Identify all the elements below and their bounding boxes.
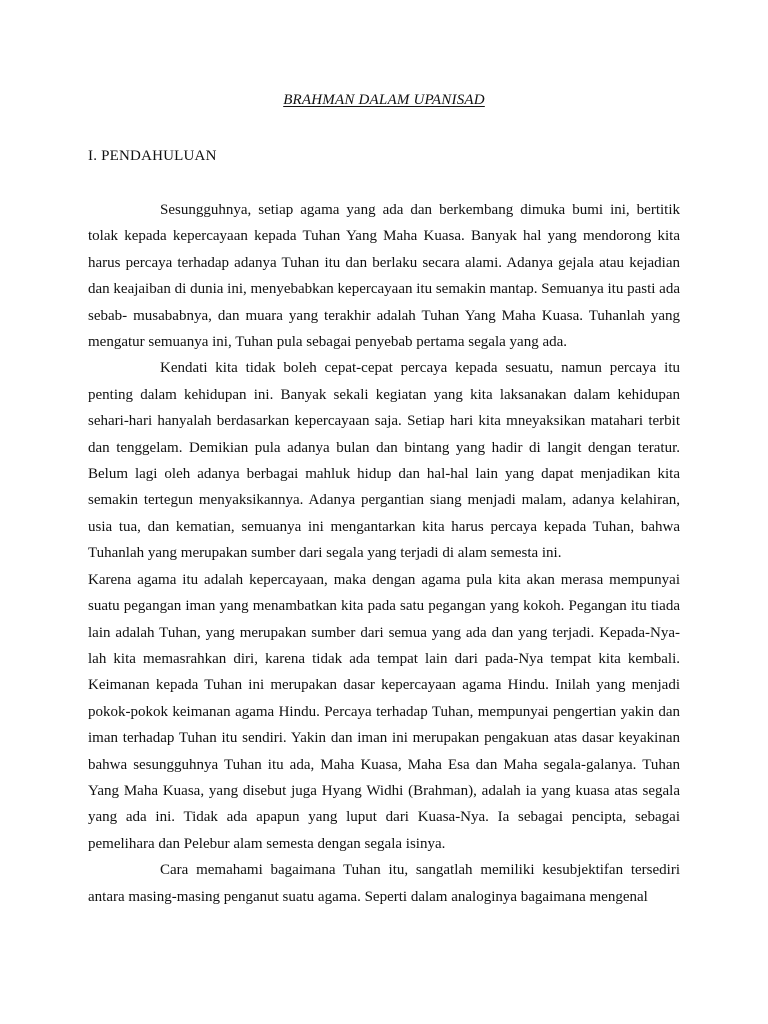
document-title: BRAHMAN DALAM UPANISAD bbox=[283, 92, 485, 108]
paragraph-2: Kendati kita tidak boleh cepat-cepat percaya kepada sesuatu, namun percaya itu penting dalam kehidupan ini. Banyak sekali kegiatan yang kita laksanakan dalam kehidupan sehari-hari hanyalah berdasarkan kepercayaan saja. Setiap hari kita mneyaksikan matahari terbit dan tenggelam. Demikian pula adanya bulan dan bintang yang hadir di langit dengan teratur. Belum lagi oleh adanya berbagai mahluk hidup dan hal-hal lain yang dapat menjadikan kita semakin tertegun menyaksikannya. Adanya pergantian siang menjadi malam, adanya kelahiran, usia tua, dan kematian, semuanya ini mengantarkan kita harus percaya kepada Tuhan, bahwa Tuhanlah yang merupakan sumber dari segala yang terjadi di alam semesta ini. bbox=[88, 360, 680, 562]
section-heading: I. PENDAHULUAN bbox=[88, 148, 217, 164]
paragraph-1: Sesungguhnya, setiap agama yang ada dan berkembang dimuka bumi ini, bertitik tolak kepada kepercayaan kepada Tuhan Yang Maha Kuasa. Banyak hal yang mendorong kita harus percaya terhadap adanya Tuhan itu dan berlaku secara alami. Adanya gejala atau kejadian dan keajaiban di dunia ini, menyebabkan kepercayaan itu semakin mantap. Semuanya itu pasti ada sebab- musababnya, dan muara yang terakhir adalah Tuhan Yang Maha Kuasa. Tuhanlah yang mengatur semuanya ini, Tuhan pula sebagai penyebab pertama segala yang ada. bbox=[88, 202, 680, 351]
body-text bbox=[88, 197, 680, 910]
paragraph-3: Karena agama itu adalah kepercayaan, maka dengan agama pula kita akan merasa mempunyai suatu pegangan iman yang menambatkan kita pada satu pegangan yang kokoh. Pegangan itu tiada lain adalah Tuhan, yang merupakan sumber dari semua yang ada dan yang terjadi. Kepada-Nya-lah kita memasrahkan diri, karena tidak ada tempat lain dari pada-Nya tempat kita kembali. Keimanan kepada Tuhan ini merupakan dasar kepercayaan agama Hindu. Inilah yang menjadi pokok-pokok keimanan agama Hindu. Percaya terhadap Tuhan, mempunyai pengertian yakin dan iman terhadap Tuhan itu sendiri. Yakin dan iman ini merupakan pengakuan atas dasar keyakinan bahwa sesungguhnya Tuhan itu ada, Maha Kuasa, Maha Esa dan Maha segala-galanya. Tuhan Yang Maha Kuasa, yang disebut juga Hyang Widhi (Brahman), adalah ia yang kuasa atas segala yang ada ini. Tidak ada apapun yang luput dari Kuasa-Nya. Ia sebagai pencipta, sebagai pemelihara dan Pelebur alam semesta dengan segala isinya. bbox=[88, 571, 680, 852]
paragraph-4: Cara memahami bagaimana Tuhan itu, sangatlah memiliki kesubjektifan tersediri antara masing-masing penganut suatu agama. Seperti dalam analoginya bagaimana mengenal bbox=[88, 862, 680, 905]
